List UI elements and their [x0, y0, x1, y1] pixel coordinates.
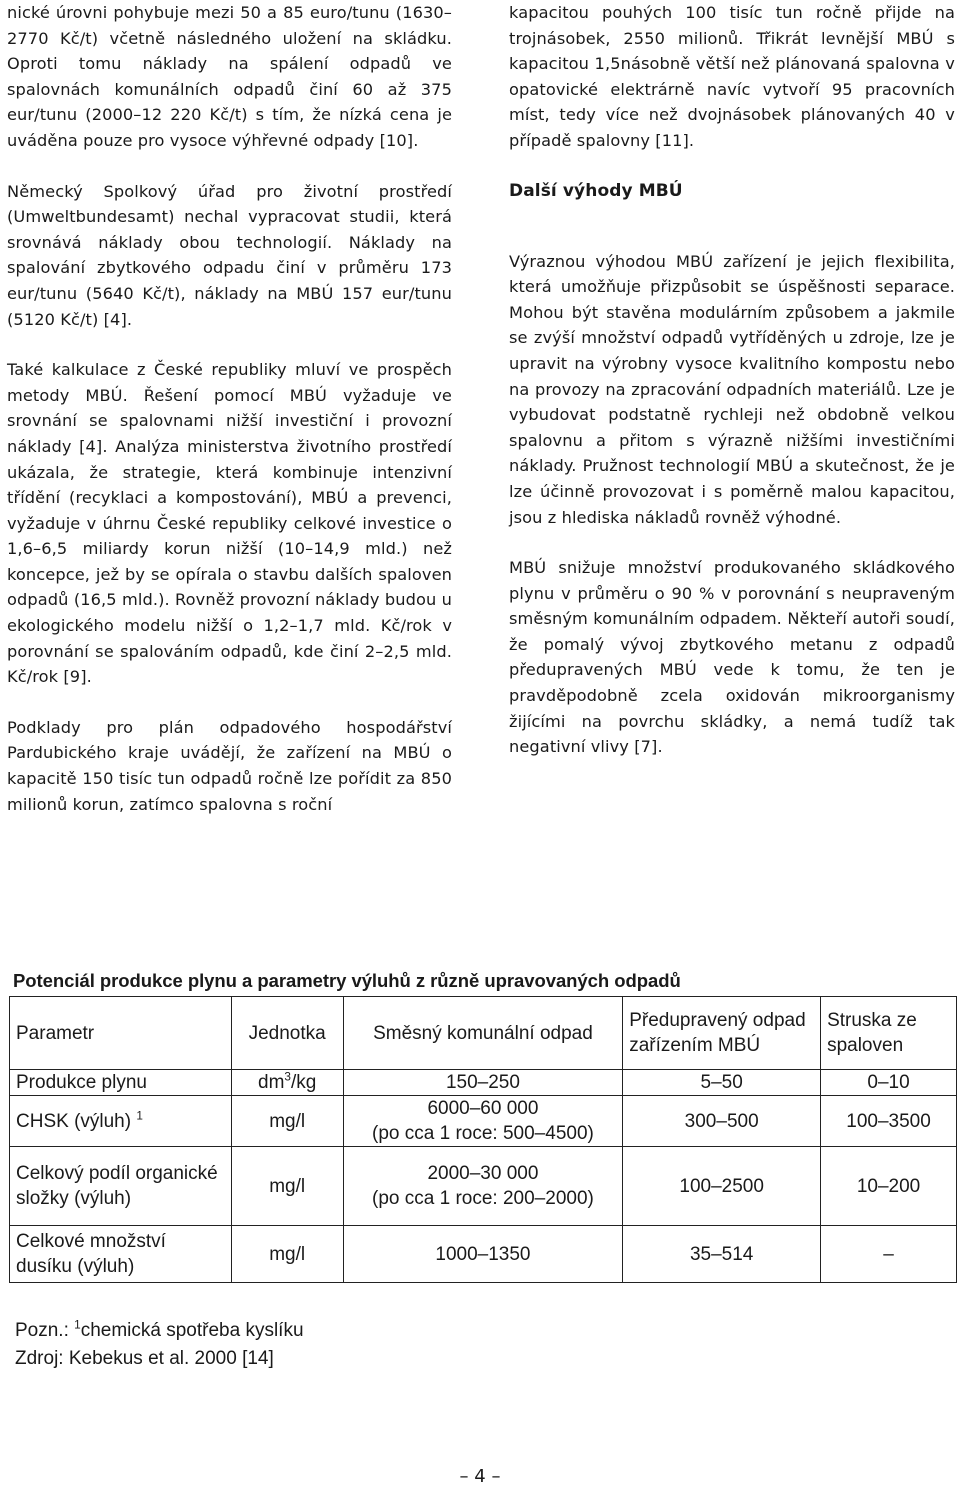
data-table-block — [9, 968, 957, 1283]
table-cell: 5–50 — [623, 1070, 821, 1096]
paragraph: Výraznou výhodou MBÚ zařízení je jejich flexibilita, která umožňuje přizpůsobit se úspěšnosti separace. Mohou být stavěna modulárním způsobem a jakmile se zvýší množství odpadů vytříděných u zdroje, lze je upravit na výrobny vysoce kvalitního kompostu nebo na provozy na zpracování odpadních materiálů. Lze je vybudovat podstatně rychleji než obdobně velkou spalovnu a přitom s výrazně nižšími investičními náklady. Pružnost technologií MBÚ a skutečnost, že je lze účinně provozovat i s poměrně malou kapacitou, jsou z hlediska nákladů rovněž výhodné. — [509, 251, 955, 527]
paragraph: MBÚ snižuje množství produkovaného skládkového plynu v průměru o 90 % v porovnání s neupraveným směsným komunálním odpadem. Někteří autoři soudí, že pomalý vývoj zbytkového metanu z odpadů předupravených MBÚ vede k tomu, že ten je pravděpodobně zcela oxidován mikroorganismy žijícími na povrchu skládky, a nemá tudíž tak negativní vlivy [7]. — [509, 558, 955, 757]
table-cell: Celkový podíl organické složky (výluh) — [10, 1147, 232, 1226]
table-header-cell: Předupravený odpad zařízením MBÚ — [623, 997, 821, 1070]
table-notes — [15, 1317, 304, 1373]
source-note: Zdroj: Kebekus et al. 2000 [14] — [15, 1348, 274, 1369]
table-title: Potenciál produkce plynu a parametry výluhů z různě upravovaných odpadů — [13, 970, 681, 991]
table-cell: 1000–1350 — [343, 1226, 623, 1283]
paragraph: nické úrovni pohybuje mezi 50 a 85 euro/tunu (1630–2770 Kč/t) včetně následného uložení na skládku. Oproti tomu náklady na spálení odpadů ve spalovnách komunálních odpadů činí 60 až 375 eur/tunu (2000–12 220 Kč/t) s tím, že nízká cena je uváděna pouze pro vysoce výhřevné odpady [10]. — [7, 3, 452, 150]
table-cell: mg/l — [231, 1226, 343, 1283]
table-cell: 0–10 — [821, 1070, 957, 1096]
footnote: Pozn.: $^1$chemická spotřeba kyslíku — [15, 1318, 304, 1341]
table-header-cell: Struska ze spaloven — [821, 997, 957, 1070]
table-cell: CHSK (výluh) $^1$ — [10, 1096, 232, 1147]
table-cell: 35–514 — [623, 1226, 821, 1283]
table-cell: Produkce plynu — [10, 1070, 232, 1096]
table-cell: 100–3500 — [821, 1096, 957, 1147]
table-header-cell: Jednotka — [231, 997, 343, 1070]
table-header-row — [10, 997, 957, 1070]
table-cell: Celkové množství dusíku (výluh) — [10, 1226, 232, 1283]
table-cell: mg/l — [231, 1096, 343, 1147]
table-row — [10, 1147, 957, 1226]
table-header-cell: Parametr — [10, 997, 232, 1070]
table-row — [10, 1226, 957, 1283]
paragraph: Německý Spolkový úřad pro životní prostředí (Umweltbundesamt) nechal vypracovat studii, která srovnává náklady obou technologií. Náklady na spalování zbytkového odpadu činí v průměru 173 eur/tunu (5640 Kč/t), náklady na MBÚ 157 eur/tunu (5120 Kč/t) [4]. — [7, 181, 452, 329]
table-cell: 150–250 — [343, 1070, 623, 1096]
page-number: – 4 – — [459, 1466, 501, 1487]
table-cell: – — [821, 1226, 957, 1283]
paragraph-continued: kapacitou pouhých 100 tisíc tun ročně přijde na trojnásobek, 2550 milionů. Třikrát levnější MBÚ s kapacitou 1,5násobně větší než plánovaná spalovna v opatovické elektrárně navíc vytvoří 95 pracovních míst, tedy více než dvojnásobek plánovaných 40 v případě spalovny [11]. — [509, 3, 955, 150]
right-column — [509, 0, 955, 785]
table-cell: 2000–30 000 (po cca 1 roce: 200–2000) — [343, 1147, 623, 1226]
table-cell: 300–500 — [623, 1096, 821, 1147]
table-cell: $dm^3/kg$ — [231, 1070, 343, 1096]
data-table — [9, 996, 957, 1283]
table-header-cell: Směsný komunální odpad — [343, 997, 623, 1070]
table-cell: 100–2500 — [623, 1147, 821, 1226]
table-cell: 10–200 — [821, 1147, 957, 1226]
paragraph: Také kalkulace z České republiky mluví ve prospěch metody MBÚ. Řešení pomocí MBÚ vyžaduje ve srovnání se spalovnami nižší investiční i provozní náklady [4]. Analýza ministerstva životního prostředí ukázala, že strategie, která kombinuje intenzivní třídění (recyklaci a kompostování), MBÚ a prevenci, vyžaduje v úhrnu České republiky celkové investice o 1,6–6,5 miliardy korun nižší (10–14,9 mld.) než koncepce, jež by se opírala o stavbu dalších spaloven odpadů (16,5 mld.). Rovněž provozní náklady budou u ekologického modelu nižší o 1,2–1,7 mld. Kč/rok v porovnání se spalováním odpadů, kde činí 2–2,5 mld. Kč/rok [9]. — [7, 360, 452, 687]
table-cell: 6000–60 000 (po cca 1 roce: 500–4500) — [343, 1096, 623, 1147]
table-row — [10, 1096, 957, 1147]
table-row — [10, 1070, 957, 1096]
section-heading: Další výhody MBÚ — [509, 180, 683, 201]
table-cell: mg/l — [231, 1147, 343, 1226]
paragraph: Podklady pro plán odpadového hospodářství Pardubického kraje uvádějí, že zařízení na MBÚ o kapacitě 150 tisíc tun odpadů ročně lze pořídit za 850 milionů korun, zatímco spalovna s roční — [7, 717, 452, 814]
left-column — [7, 0, 452, 842]
